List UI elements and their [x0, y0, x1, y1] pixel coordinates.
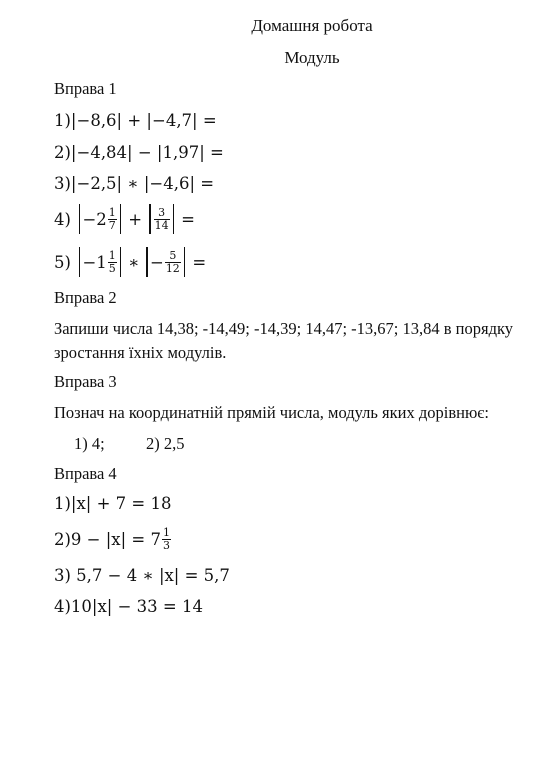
mixed-whole: −1 [82, 252, 107, 272]
exercise-1-item-2: 2)|−4,84| − |1,97| = [54, 143, 224, 162]
fraction-denominator: 7 [108, 218, 116, 232]
exercise-4-item-3: 3) 5,7 − 4 ∗ |x| = 5,7 [54, 566, 230, 585]
abs-bar [79, 204, 81, 234]
fraction [162, 527, 171, 552]
fraction [165, 250, 181, 275]
abs-bar [149, 204, 151, 234]
exercise-3-heading: Вправа 3 [54, 372, 117, 391]
abs-bar [120, 204, 122, 234]
fraction-denominator: 14 [154, 218, 169, 232]
fraction [108, 207, 117, 232]
fraction-numerator: 3 [158, 205, 166, 219]
page-title: Домашня робота [251, 16, 373, 35]
fraction [154, 207, 170, 232]
exercise-4-item-2 [54, 522, 172, 556]
exercise-1-heading: Вправа 1 [54, 79, 117, 98]
fraction-denominator: 5 [108, 261, 116, 275]
fraction-numerator: 1 [162, 525, 170, 539]
exercise-2-text: Запиши числа 14,38; -14,49; -14,39; 14,47; -13,67; 13,84 в порядку зростання їхніх модулів. [54, 319, 513, 362]
operator: ∗ [128, 252, 140, 272]
abs-bar [146, 247, 148, 277]
page-subtitle: Модуль [284, 48, 340, 67]
exercise-4-heading: Вправа 4 [54, 464, 117, 483]
abs-bar [79, 247, 81, 277]
exercise-1-item-3: 3)|−2,5| ∗ |−4,6| = [54, 174, 215, 193]
exercise-1-item-4 [54, 203, 195, 235]
exercise-2-heading: Вправа 2 [54, 288, 117, 307]
abs-bar [173, 204, 175, 234]
exercise-4-item-4: 4)10|x| − 33 = 14 [54, 597, 203, 616]
equals-sign: = [181, 209, 195, 229]
equals-sign: = [192, 252, 207, 272]
fraction-denominator: 3 [162, 538, 170, 552]
fraction [108, 250, 117, 275]
minus-sign: − [149, 252, 164, 272]
exercise-3-option-2: 2) 2,5 [146, 434, 185, 453]
equation-text: 2)9 − |x| = 7 [54, 529, 161, 549]
fraction-denominator: 12 [165, 261, 180, 275]
item-prefix: 4) [54, 209, 71, 229]
exercise-3-text: Познач на координатній прямій числа, модуль яких дорівнює: [54, 403, 489, 422]
exercise-1-item-1: 1)|−8,6| + |−4,7| = [54, 111, 217, 130]
abs-bar [184, 247, 186, 277]
exercise-1-item-5 [54, 246, 206, 278]
item-prefix: 5) [54, 252, 71, 272]
abs-bar [120, 247, 122, 277]
mixed-whole: −2 [82, 209, 107, 229]
fraction-numerator: 5 [169, 248, 177, 262]
exercise-4-item-1: 1)|x| + 7 = 18 [54, 494, 172, 513]
fraction-numerator: 1 [108, 248, 116, 262]
operator: + [128, 209, 143, 229]
exercise-3-option-1: 1) 4; [74, 434, 105, 453]
fraction-numerator: 1 [108, 205, 116, 219]
